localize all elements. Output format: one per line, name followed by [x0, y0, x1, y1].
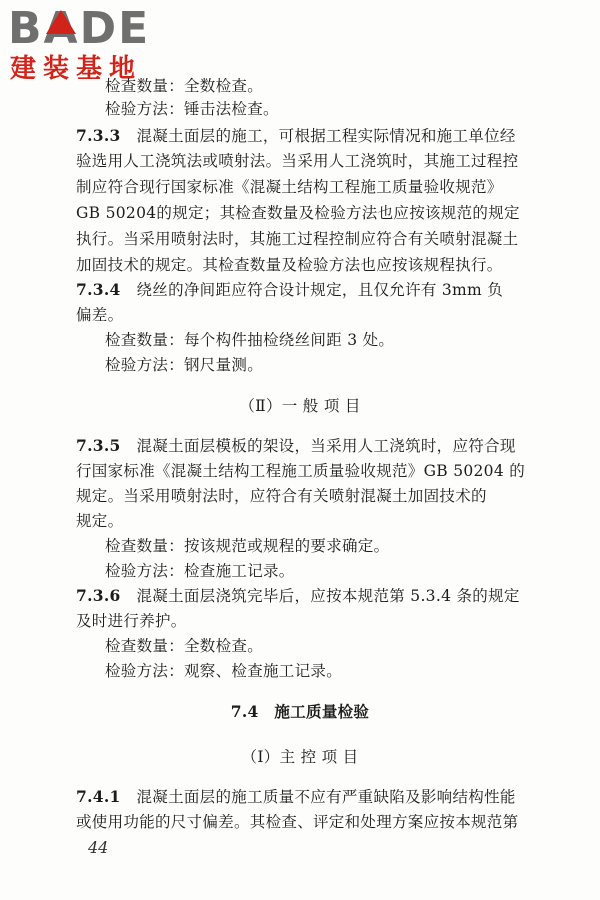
- line-text: （Ⅱ）一 般 项 目: [239, 397, 361, 415]
- text-line: [76, 305, 123, 325]
- text-line: [76, 511, 123, 531]
- clause-number: 7.3.5: [76, 436, 121, 455]
- text-line: [105, 76, 263, 96]
- text-line: [76, 126, 516, 146]
- logo-subtitle: 建装基地: [10, 54, 143, 84]
- logo-triangle-icon: [46, 10, 76, 34]
- page-number: 44: [88, 838, 109, 857]
- line-text: 执行。当采用喷射法时，其施工过程控制应符合有关喷射混凝土: [76, 230, 519, 248]
- text-line: [76, 229, 518, 249]
- line-text: 混凝土面层浇筑完毕后，应按本规范第 5.3.4 条的规定: [136, 587, 520, 605]
- line-text: （Ⅰ）主 控 项 目: [241, 748, 359, 766]
- clause-number: 7.3.4: [76, 280, 121, 299]
- text-line: [76, 280, 503, 300]
- text-line: [76, 177, 503, 197]
- line-text: 规定。: [76, 512, 124, 530]
- logo-wordmark: BADE: [8, 3, 151, 54]
- line-text: 制应符合现行国家标准《混凝土结构工程施工质量验收规范》: [76, 178, 503, 196]
- section-heading: [0, 396, 600, 416]
- line-text: 加固技术的规定。其检查数量及检验方法也应按该规程执行。: [76, 256, 503, 274]
- text-line: [105, 355, 263, 375]
- text-line: [76, 611, 187, 631]
- text-line: [105, 330, 394, 350]
- line-text: 及时进行养护。: [76, 612, 187, 630]
- line-text: 检验方法：锤击法检查。: [105, 100, 279, 118]
- line-text: 验选用人工浇筑法或喷射法。当采用人工浇筑时，其施工过程控: [76, 152, 519, 170]
- clause-number: 7.3.3: [76, 126, 121, 145]
- text-line: [76, 586, 520, 606]
- line-text: 检验方法：检查施工记录。: [105, 562, 295, 580]
- text-line: [76, 812, 518, 832]
- text-line: [105, 561, 295, 581]
- line-text: 检查数量：全数检查。: [105, 77, 264, 95]
- text-line: [76, 436, 516, 456]
- text-line: [76, 151, 518, 171]
- text-line: [76, 486, 487, 506]
- line-text: 行国家标准《混凝土结构工程施工质量验收规范》GB 50204 的: [76, 462, 526, 480]
- text-line: [105, 636, 263, 656]
- line-text: 或使用功能的尺寸偏差。其检查、评定和处理方案应按本规范第: [76, 813, 519, 831]
- line-text: 检查数量：全数检查。: [105, 637, 264, 655]
- text-line: [76, 255, 503, 275]
- text-line: [76, 787, 516, 807]
- text-line: [105, 536, 389, 556]
- line-text: 偏差。: [76, 306, 124, 324]
- line-text: 混凝土面层的施工，可根据工程实际情况和施工单位经: [136, 127, 516, 145]
- line-text: 7.4 施工质量检验: [230, 702, 370, 721]
- clause-number: 7.3.6: [76, 586, 121, 605]
- section-heading: [0, 747, 600, 767]
- clause-number: 7.4.1: [76, 787, 121, 806]
- line-text: 混凝土面层的施工质量不应有严重缺陷及影响结构性能: [136, 788, 516, 806]
- line-text: 混凝土面层模板的架设，当采用人工浇筑时，应符合现: [136, 437, 516, 455]
- line-text: 检验方法：观察、检查施工记录。: [105, 662, 343, 680]
- text-line: [105, 661, 342, 681]
- line-text: 检查数量：每个构件抽检绕丝间距 3 处。: [105, 331, 395, 349]
- text-line: [105, 99, 279, 119]
- text-line: [76, 203, 520, 223]
- line-text: 绕丝的净间距应符合设计规定，且仅允许有 3mm 负: [136, 281, 504, 299]
- line-text: 检查数量：按该规范或规程的要求确定。: [105, 537, 390, 555]
- line-text: GB 50204的规定；其检查数量及检验方法也应按该规范的规定: [76, 204, 520, 222]
- section-heading: [0, 702, 600, 722]
- text-line: [76, 461, 525, 481]
- line-text: 检验方法：钢尺量测。: [105, 356, 264, 374]
- line-text: 规定。当采用喷射法时，应符合有关喷射混凝土加固技术的: [76, 487, 487, 505]
